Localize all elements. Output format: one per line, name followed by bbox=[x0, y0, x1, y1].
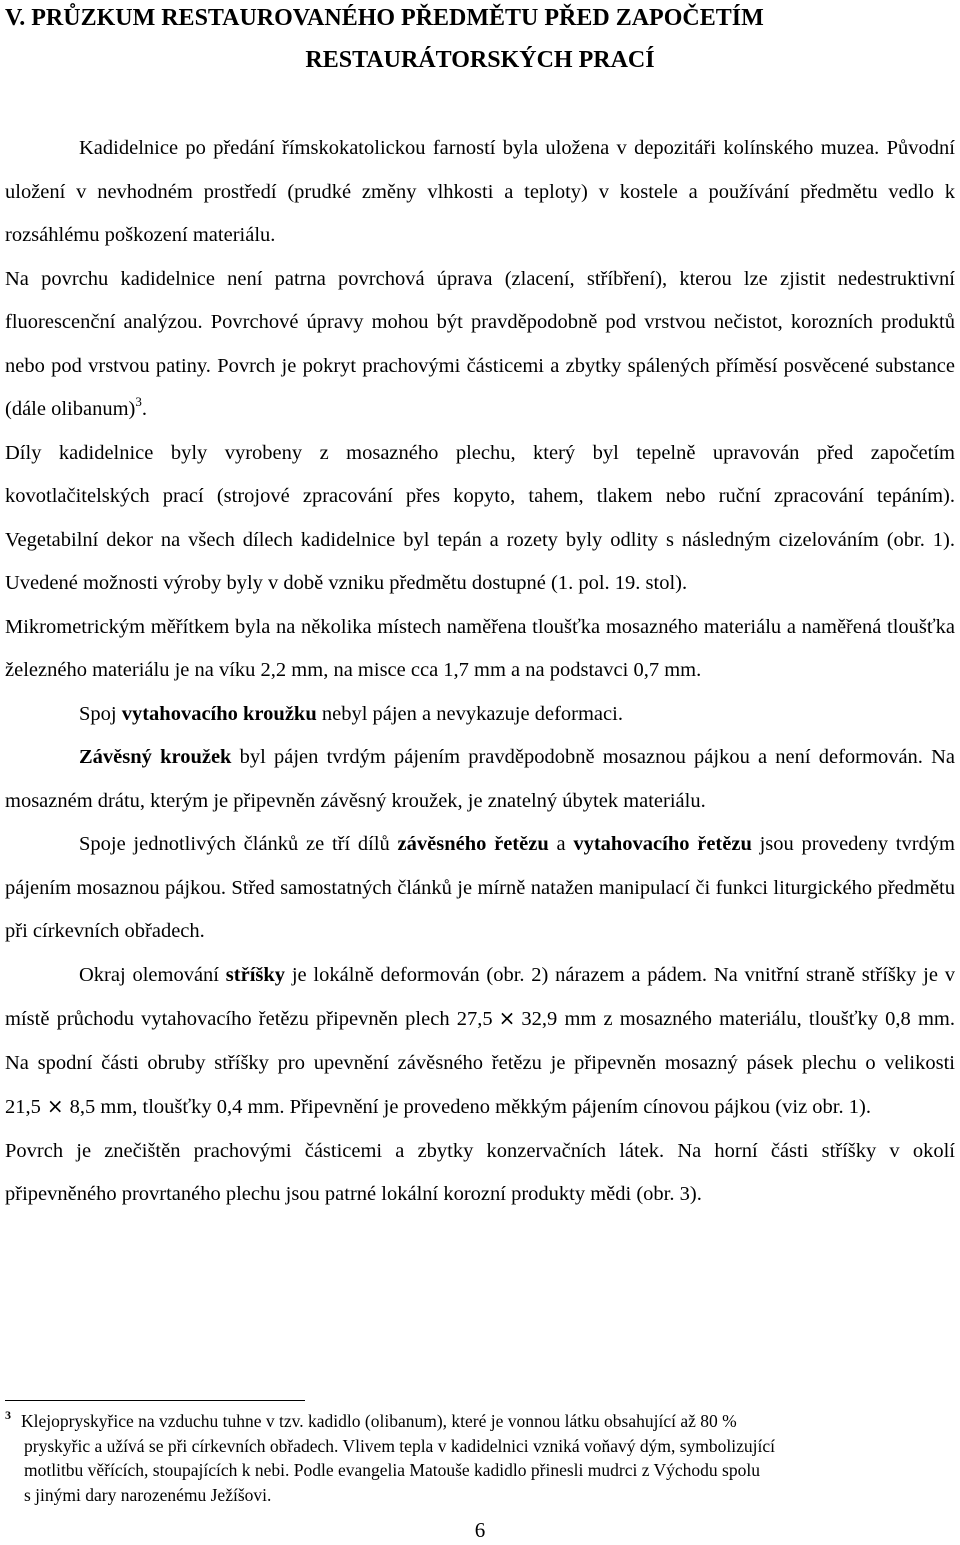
chapter-heading-line-2: RESTAURÁTORSKÝCH PRACÍ bbox=[305, 47, 655, 73]
text-run: Spoje jednotlivých článků ze tří dílů bbox=[79, 833, 398, 855]
text-run: 32,9 mm z mosazného materiálu, tloušťky 0,8 mm. Na spodní části obruby stříšky pro upevnění závěsného řetězu je připevněn mosazný pásek plechu o velikosti 21,5 bbox=[5, 1008, 955, 1118]
text-run: a bbox=[548, 833, 574, 855]
text-run: 8,5 mm, tloušťky 0,4 mm. Připevnění je provedeno měkkým pájením cínovou pájkou (viz obr. 1). bbox=[69, 1096, 871, 1118]
bold-term-hanging-ring: Závěsný kroužek bbox=[79, 746, 232, 768]
paragraph-contamination: Povrch je znečištěn prachovými částicemi a zbytky konzervačních látek. Na horní části stříšky v okolí připevněného provrtaného plechu jsou patrné lokální korozní produkty mědi (obr. 3). bbox=[5, 1139, 955, 1205]
text-run: Spoj bbox=[79, 702, 122, 725]
paragraph-storage: Kadidelnice po předání římskokatolickou farností byla uložena v depozitáři kolínského muzea. Původní uložení v nevhodném prostředí (prudké změny vlhkosti a teploty) v kostele a používání předmětu vedlo k rozsáhlému poškození materiálu. bbox=[5, 137, 955, 246]
multiplication-sign: × bbox=[498, 1006, 516, 1030]
footnote-line: s jinými dary narozenému Ježíšovi. bbox=[24, 1484, 272, 1505]
footnote-line: pryskyřic a užívá se při církevních obřadech. Vlivem tepla v kadidelnici vzniká voňavý dým, symbolizující bbox=[24, 1435, 775, 1456]
paragraph-measurement: Mikrometrickým měřítkem byla na několika místech naměřena tloušťka mosazného materiálu a naměřená tloušťka železného materiálu je na víku 2,2 mm, na misce cca 1,7 mm a na podstavci 0,7 mm. bbox=[5, 615, 955, 681]
text-run: byl pájen tvrdým pájením pravděpodobně mosaznou pájkou a není deformován. Na mosazném drátu, kterým je připevněn závěsný kroužek, je znatelný úbytek materiálu. bbox=[5, 746, 956, 812]
footnote-reference: 3 bbox=[135, 394, 142, 409]
paragraph-surface bbox=[5, 258, 955, 432]
body-text bbox=[5, 127, 955, 1217]
page-number: 6 bbox=[474, 1518, 486, 1542]
footnote-line: Klejopryskyřice na vzduchu tuhne v tzv. kadidlo (olibanum), které je vonnou látku obsahující až 80 % bbox=[21, 1411, 737, 1431]
text-run: jsou provedeny tvrdým pájením mosaznou pájkou. Střed samostatných článků je mírně natažen manipulací či funkci liturgického předmětu při církevních obřadech. bbox=[5, 833, 955, 942]
bold-term-pull-chain: vytahovacího řetězu bbox=[573, 833, 752, 855]
paragraph-manufacture: Díly kadidelnice byly vyrobeny z mosazného plechu, který byl tepelně upravován před započetím kovotlačitelských prací (strojové zpracování přes kopyto, tahem, tlakem nebo ruční zpracování tepáním). Vegetabilní dekor na všech dílech kadidelnice byl tepán a rozety byly odlity s následným cizelováním (obr. 1). Uvedené možnosti výroby byly v době vzniku předmětu dostupné (1. pol. 19. stol). bbox=[5, 441, 955, 594]
footnote-mark: 3 bbox=[5, 1408, 11, 1422]
multiplication-sign: × bbox=[46, 1094, 64, 1118]
text-run: je lokálně deformován (obr. 2) nárazem a pádem. Na vnitřní straně stříšky je v místě průchodu vytahovacího řetězu připevněn plech 27,5 bbox=[5, 963, 955, 1030]
bold-term-roof: stříšky bbox=[225, 963, 286, 986]
bold-term-pull-ring: vytahovacího kroužku bbox=[121, 702, 317, 725]
paragraph-surface-end: . bbox=[141, 398, 147, 420]
footnote-line: motlitbu věřících, stoupajících k nebi. Podle evangelia Matouše kadidlo přinesli mudrci z Východu spolu bbox=[24, 1460, 760, 1480]
footnote-text bbox=[5, 1409, 945, 1507]
paragraph-chains bbox=[5, 823, 955, 954]
text-run: nebyl pájen a nevykazuje deformaci. bbox=[316, 702, 623, 725]
footnote bbox=[5, 1409, 945, 1507]
chapter-heading-line-1: V. PRŮZKUM RESTAUROVANÉHO PŘEDMĚTU PŘED ZAPOČETÍM bbox=[5, 5, 764, 31]
paragraph-roof bbox=[5, 954, 955, 1130]
paragraph-pull-ring bbox=[5, 693, 955, 737]
footnote-separator bbox=[5, 1400, 305, 1401]
text-run: Okraj olemování bbox=[79, 963, 226, 986]
bold-term-hanging-chain: závěsného řetězu bbox=[397, 833, 549, 855]
paragraph-surface-text: Na povrchu kadidelnice není patrna povrchová úprava (zlacení, stříbření), kterou lze zjistit nedestruktivní fluorescenční analýzou. Povrchové úpravy mohou být pravděpodobně pod vrstvou nečistot, korozních produktů nebo pod vrstvou patiny. Povrch je pokryt prachovými částicemi a zbytky spálených příměsí posvěcené substance (dále olibanum) bbox=[5, 267, 955, 420]
paragraph-hanging-ring bbox=[5, 736, 955, 823]
